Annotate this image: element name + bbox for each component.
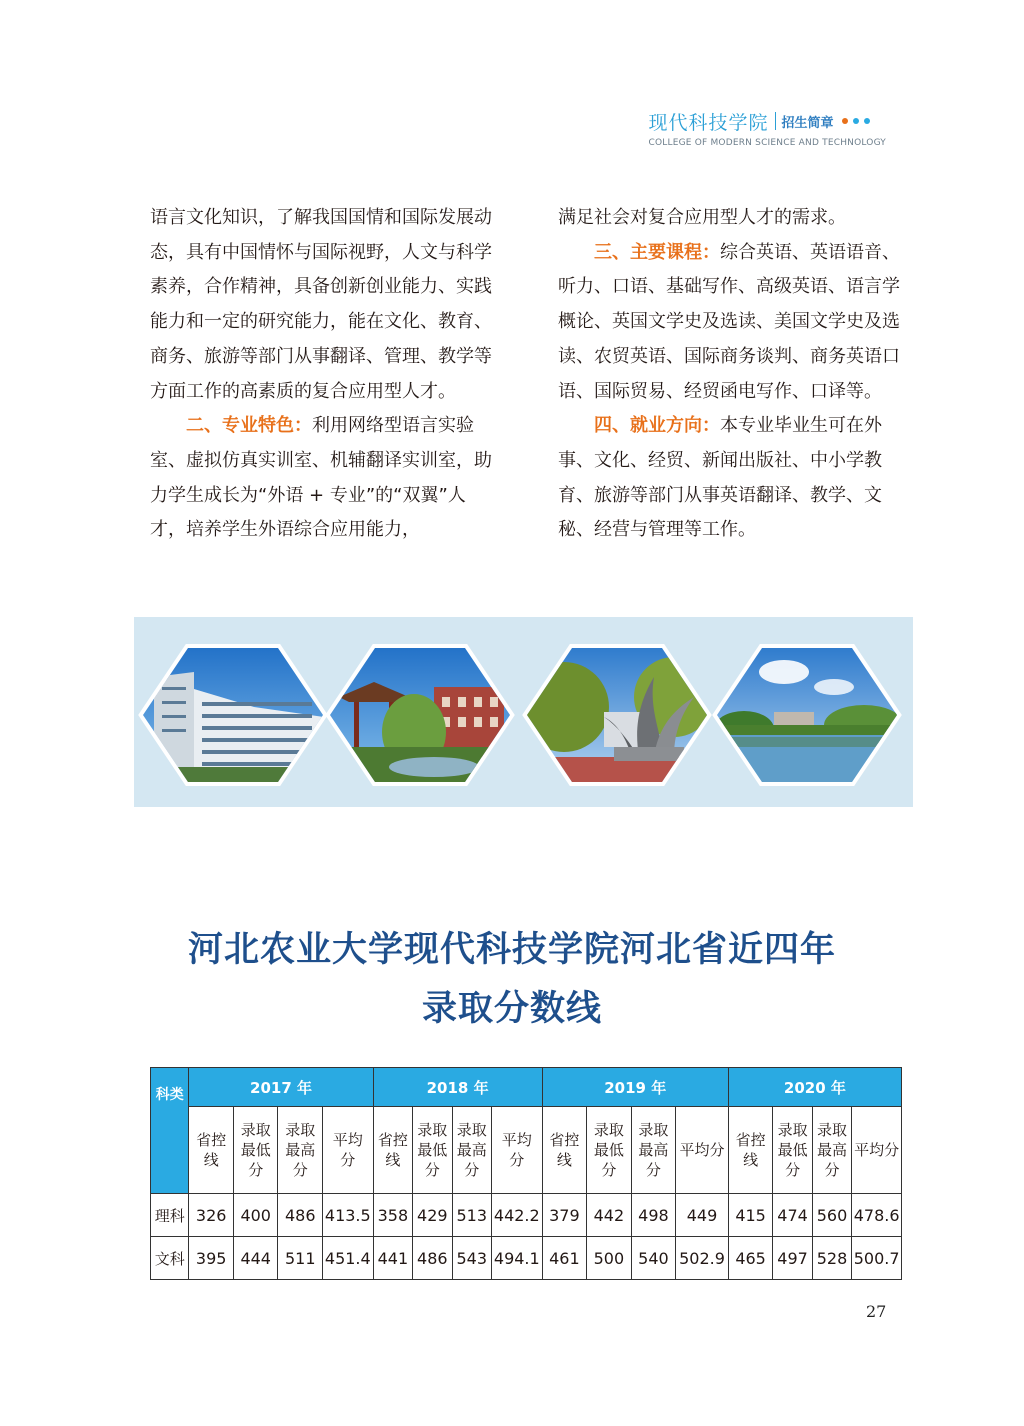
table-cell: 442 [587,1194,632,1237]
decorative-dots [842,118,875,124]
subheader-line: 分 [509,1151,525,1169]
subheader-line: 省控 [196,1131,227,1149]
column-subheader [676,1107,729,1194]
table-body [151,1068,902,1280]
subheader-line: 平均分 [679,1141,725,1159]
subheader-line: 最低 [593,1141,624,1159]
subheader-line: 分 [424,1161,440,1179]
table-cell: 528 [812,1237,851,1280]
admission-scores-table [150,1067,902,1280]
paragraph-features [150,409,496,548]
subheader-line: 最高 [456,1141,487,1159]
paragraph-courses [558,236,904,410]
subheader-line: 录取 [593,1121,624,1139]
campus-building-photo [134,642,334,792]
header-divider [775,112,776,130]
subheader-line: 分 [340,1151,356,1169]
subheader-line: 分 [292,1161,308,1179]
table-cell: 326 [189,1194,234,1237]
subheader-line: 线 [743,1151,759,1169]
page-title-line2: 录取分数线 [421,989,602,1029]
column-subheader [812,1107,851,1194]
subheader-line: 平均分 [854,1141,900,1159]
table-cell: 498 [631,1194,676,1237]
table-cell: 449 [676,1194,729,1237]
subheader-line: 省控 [377,1131,408,1149]
column-subheader [413,1107,452,1194]
table-cell: 429 [413,1194,452,1237]
subheader-line: 省控 [549,1131,580,1149]
subheader-line: 录取 [817,1121,848,1139]
table-cell: 500.7 [852,1237,902,1280]
dot-icon [853,118,859,124]
left-column [150,201,496,548]
row-label: 文科 [151,1237,189,1280]
pavilion-photo [324,642,514,792]
subheader-line: 线 [385,1151,401,1169]
sculpture-photo [519,642,714,792]
table-cell: 502.9 [676,1237,729,1280]
table-row [151,1194,902,1237]
table-cell: 486 [413,1237,452,1280]
table-cell: 560 [812,1194,851,1237]
table-cell: 395 [189,1237,234,1280]
column-subheader [542,1107,587,1194]
subheader-line: 分 [248,1161,264,1179]
heading-features: 二、专业特色： [186,415,312,437]
column-subheader [278,1107,323,1194]
careers-text: 本专业毕业生可在外事、文化、经贸、新闻出版社、中小学教育、旅游等部门从事英语翻译、教学、文秘、经营与管理等工作。 [558,415,882,541]
subheader-row [151,1107,902,1194]
table-cell: 451.4 [322,1237,373,1280]
subheader-line: 分 [645,1161,661,1179]
subheader-line: 最高 [285,1141,316,1159]
column-subheader [189,1107,234,1194]
column-subheader [322,1107,373,1194]
subheader-line: 最低 [777,1141,808,1159]
subheader-line: 线 [203,1151,219,1169]
subheader-line: 平均 [332,1131,363,1149]
photo-banner [134,617,913,807]
table-cell: 474 [773,1194,812,1237]
dot-icon [864,118,870,124]
column-subheader [631,1107,676,1194]
row-label: 理科 [151,1194,189,1237]
column-subheader [452,1107,491,1194]
paragraph-careers [558,409,904,548]
heading-careers: 四、就业方向： [594,415,720,437]
subheader-line: 录取 [777,1121,808,1139]
table-cell: 400 [233,1194,278,1237]
page-header [649,108,886,148]
subheader-line: 录取 [417,1121,448,1139]
table-cell: 513 [452,1194,491,1237]
column-subheader [852,1107,902,1194]
table-cell: 358 [373,1194,412,1237]
english-name: COLLEGE OF MODERN SCIENCE AND TECHNOLOGY [648,138,886,148]
year-header: 2017 年 [189,1068,373,1107]
column-subheader [491,1107,542,1194]
category-header: 科类 [151,1068,189,1194]
paragraph-intro-continued: 语言文化知识，了解我国国情和国际发展动态，具有中国情怀与国际视野，人文与科学素养，合作精神，具备创新创业能力、实践能力和一定的研究能力，能在文化、教育、商务、旅游等部门从事翻译、管理、教学等方面工作的高素质的复合应用型人才。 [150,207,492,402]
paragraph-features-continued: 满足社会对复合应用型人才的需求。 [558,207,846,228]
lake-photo [714,642,904,792]
subheader-line: 线 [556,1151,572,1169]
subheader-line: 最低 [240,1141,271,1159]
subheader-line: 录取 [240,1121,271,1139]
table-cell: 494.1 [491,1237,542,1280]
features-text: 利用网络型语言实验室、虚拟仿真实训室、机辅翻译实训室，助力学生成长为“外语 + 专业”的“双翼”人才，培养学生外语综合应用能力， [150,415,492,541]
table-cell: 543 [452,1237,491,1280]
dot-icon [842,118,848,124]
column-subheader [728,1107,773,1194]
table-cell: 540 [631,1237,676,1280]
subheader-line: 最高 [638,1141,669,1159]
table-cell: 500 [587,1237,632,1280]
page-number: 27 [866,1302,887,1321]
column-subheader [773,1107,812,1194]
heading-courses: 三、主要课程： [594,241,720,263]
year-header: 2018 年 [373,1068,542,1107]
year-header: 2019 年 [542,1068,728,1107]
brochure-label: 招生简章 [781,115,834,131]
year-header-row [151,1068,902,1107]
table-cell: 413.5 [322,1194,373,1237]
subheader-line: 分 [824,1161,840,1179]
subheader-line: 分 [785,1161,801,1179]
subheader-line: 录取 [285,1121,316,1139]
year-header: 2020 年 [728,1068,901,1107]
subheader-line: 分 [601,1161,617,1179]
column-subheader [587,1107,632,1194]
column-subheader [373,1107,412,1194]
subheader-line: 录取 [456,1121,487,1139]
table-cell: 442.2 [491,1194,542,1237]
subheader-line: 分 [464,1161,480,1179]
page-title-line1: 河北农业大学现代科技学院河北省近四年 [187,930,836,970]
table-cell: 511 [278,1237,323,1280]
subheader-line: 最高 [817,1141,848,1159]
table-cell: 486 [278,1194,323,1237]
courses-text: 综合英语、英语语音、听力、口语、基础写作、高级英语、语言学概论、英国文学史及选读、美国文学史及选读、农贸英语、国际商务谈判、商务英语口语、国际贸易、经贸函电写作、口译等。 [558,241,900,402]
table-row [151,1237,902,1280]
table-cell: 415 [728,1194,773,1237]
right-column [558,201,904,548]
table-cell: 461 [542,1237,587,1280]
subheader-line: 平均 [501,1131,532,1149]
table-cell: 444 [233,1237,278,1280]
table-cell: 465 [728,1237,773,1280]
subheader-line: 省控 [735,1131,766,1149]
school-name: 现代科技学院 [648,111,769,134]
column-subheader [233,1107,278,1194]
table-cell: 497 [773,1237,812,1280]
table-cell: 441 [373,1237,412,1280]
subheader-line: 最低 [417,1141,448,1159]
table-cell: 478.6 [852,1194,902,1237]
table-cell: 379 [542,1194,587,1237]
subheader-line: 录取 [638,1121,669,1139]
